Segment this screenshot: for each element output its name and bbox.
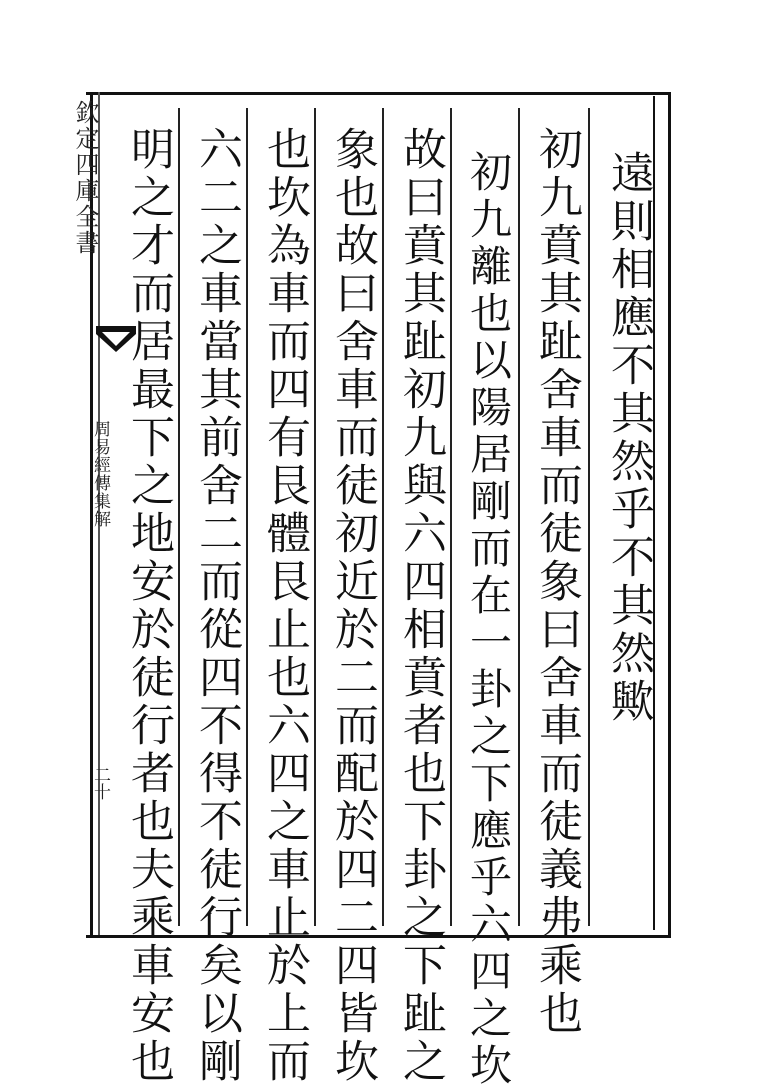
margin-collection-title: 欽定四庫全書 <box>71 100 99 256</box>
column-rule <box>314 108 316 926</box>
text-column: 六二之車當其前舍二而從四不得不徒行矣以剛 <box>191 126 242 1086</box>
text-column: 故曰賁其趾初九與六四相賁者也下卦之下趾之 <box>395 126 446 1086</box>
text-column: 初九賁其趾舍車而徒象曰舍車而徒義弗乘也 <box>531 126 582 1038</box>
column-rule <box>450 108 452 926</box>
column-rule <box>246 108 248 926</box>
text-column: 明之才而居最下之地安於徒行者也夫乘車安也 <box>123 126 174 1086</box>
column-rule <box>382 108 384 926</box>
margin-book-title: 周易經傳集解 <box>90 420 110 528</box>
column-rule <box>588 108 590 926</box>
margin-page-number: 二十 <box>90 766 110 800</box>
column-rule <box>178 108 180 926</box>
column-rule <box>518 108 520 926</box>
text-column: 初九離也以陽居剛而在一卦之下應乎六四之坎 <box>464 150 513 1090</box>
text-column: 象也故曰舍車而徒初近於二而配於四二四皆坎 <box>327 126 378 1086</box>
text-column: 遠則相應不其然乎不其然歟 <box>603 150 654 726</box>
text-column: 也坎為車而四有艮體艮止也六四之車止於上而 <box>259 126 310 1086</box>
